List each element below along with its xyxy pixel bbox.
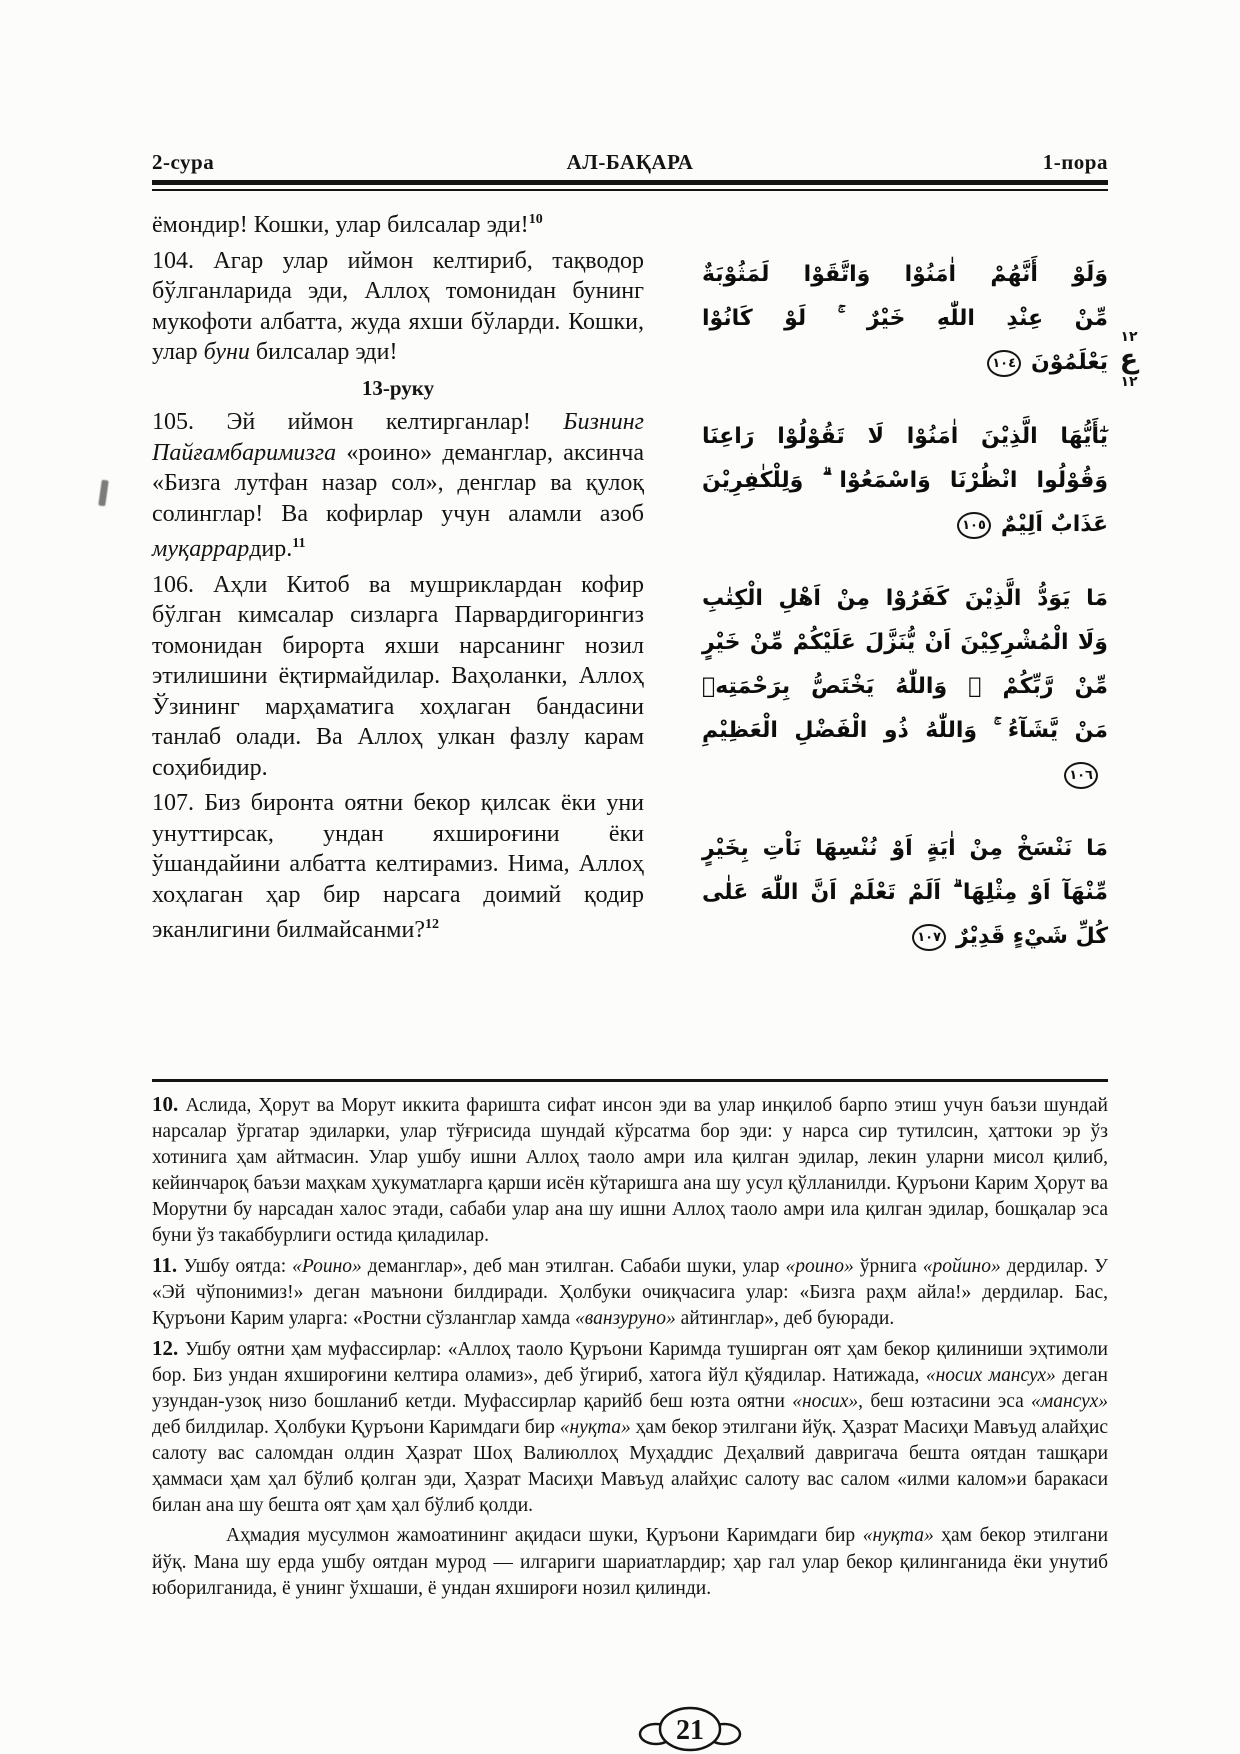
ayah-number-badge: ١٠٧ [912, 924, 946, 951]
text-run: деб билдилар. Ҳолбуки Қуръони Каримдаги бир [152, 1417, 560, 1438]
text-run: 105. Эй иймон келтирганлар! [152, 409, 564, 435]
verse-106-translation [152, 570, 644, 784]
ruku-heading [152, 373, 644, 404]
verse-104-translation [152, 246, 644, 368]
header-sura-title: АЛ-БАҚАРА [566, 150, 694, 174]
italic-run: Бизнинг Пайғамбаримизга [152, 409, 644, 466]
text-run: айтинглар», деб буюради. [675, 1308, 895, 1329]
page-number-cloud-icon [638, 1703, 742, 1753]
italic-run: «роино» [785, 1256, 854, 1277]
text-run: Ушбу оятни ҳам муфассирлар: «Аллоҳ таоло Қуръони Каримда туширган оят ҳам бекор қилиниши эҳтимоли бор. Биз ундан яхшироғини келтира оламиз», деб ўгириб, хатога йўл қўядилар. Натижада, [152, 1339, 1108, 1386]
ruku-margin-marker [1112, 330, 1146, 390]
italic-run: «носих» [792, 1391, 859, 1412]
arabic-line: مِّنْ رَّبِّكُمْ ۗ وَاللّٰهُ يَخْتَصُّ بِرَحْمَتِهٖ [702, 674, 1108, 699]
running-head [152, 150, 1108, 175]
body-columns [152, 205, 1108, 1071]
verse-107-translation [152, 788, 644, 946]
text-run: деманглар», деб ман этилган. Сабаби шуки, улар [361, 1256, 786, 1277]
text-run: ўрнига [853, 1256, 923, 1277]
text-run: ҳам бекор этилгани йўқ. Ҳазрат Масиҳи Мавъуд алайҳис салоту вас саломдан олдин Ҳазрат Шоҳ Валиюллоҳ Муҳаддис Деҳалвий давригача бешта оятдан ташқари ҳаммаси ҳам ҳал бўлиб қолган эди, Ҳазрат Масиҳи Мавъуд алайҳис салоту вас салом «илми калом»и баракаси билан ана шу бешта оят ҳам ҳал бўлиб қолди. [152, 1417, 1108, 1516]
italic-run: муқаррар [152, 536, 250, 562]
italic-run: «ройино» [922, 1256, 1001, 1277]
arabic-line: وَقُوْلُوا انْظُرْنَا وَاسْمَعُوْا ۗ وَلِلْكٰفِرِيْنَ [702, 468, 1108, 493]
italic-run: «носих мансух» [925, 1365, 1056, 1386]
bold-run: 11. [152, 1253, 184, 1277]
arabic-line: مَا نَنْسَخْ مِنْ اٰيَةٍ اَوْ نُنْسِهَا نَاْتِ بِخَيْرٍ [702, 836, 1108, 861]
page-number-ornament [638, 1703, 742, 1754]
arabic-line: مِّنْ عِنْدِ اللّٰهِ خَيْرٌ ۚ لَوْ كَانُوْا [702, 306, 1108, 331]
arabic-line: مَنْ يَّشَآءُ ۚ وَاللّٰهُ ذُو الْفَضْلِ الْعَظِيْمِ١٠٦ [702, 709, 1108, 797]
text-run: деган узундан-узоқ низо бошланиб кетди. Муфассирлар қарийб беш юзта оятни [152, 1365, 1108, 1412]
arabic-line: يٰٓأَيُّهَا الَّذِيْنَ اٰمَنُوْا لَا تَقُوْلُوْا رَاعِنَا [702, 424, 1108, 449]
italic-run: «нуқта» [559, 1417, 631, 1438]
arabic-line: مَا يَوَدُّ الَّذِيْنَ كَفَرُوْا مِنْ اَهْلِ الْكِتٰبِ [702, 586, 1108, 611]
italic-run: «мансух» [1031, 1391, 1108, 1412]
text-run: 107. Биз биронта оятни бекор қилсак ёки уни унуттирсак, ундан яхшироғини ёки ўшандайини албатта келтирамиз. Нима, Аллоҳ хоҳлаган ҳар бир нарсага доимий қодир эканлигини билмайсанми? [152, 790, 644, 943]
text-run: ҳам бекор этилгани йўқ. Мана шу ерда ушбу оятдан мурод — илгариги шариатлардир; ҳар гал улар бекор қилинганида ёки унутиб юборилганида, ё унинг ўхшаши, ё ундан яхшироғи нозил қилинди. [152, 1525, 1109, 1599]
italic-run: «нуқта» [862, 1525, 934, 1546]
ayah-number-badge: ١٠٤ [987, 350, 1021, 377]
arabic-verse-105 [702, 415, 1108, 547]
closing-paragraph [152, 1523, 1108, 1603]
text-run: Аслида, Ҳорут ва Морут иккита фаришта сифат инсон эди ва улар инқилоб барпо этиш учун баъзи шундай нарсалар ўргатар эдиларки, улар тўғрисида шундай кўрсатма бор эди: у нарса сир тутилсин, ҳаттоки эр ўз хотинига ҳам айтмасин. Улар ушбу ишни Аллоҳ таоло амри ила қилган эдилар, лекин уларни мисол қилиб, кейинчароқ баъзи маҳкам ҳукуматларга қарши исён кўтаришга ана шу усул қўлланилди. Қуръони Карим Ҳорут ва Морутни бу нарсадан халос этади, сабаби улар ана шу ишни Аллоҳ таоло амри ила қилган эдилар, бошқалар эса буни ўз такаббурлиги остида қиладилар. [152, 1095, 1108, 1246]
text-run: дердилар. У «Эй чўпонимиз!» деган маънони билдиради. Ҳолбуки очиқчасига улар: «Бизга раҳм айла!» дердилар. Бас, Қуръони Карим уларга: «Ростни сўзланглар хамда [152, 1256, 1108, 1329]
ayah-number-badge: ١٠٥ [957, 512, 991, 539]
ruku-marker-bottom-number: ١٢ [1120, 374, 1138, 390]
footnote-12 [152, 1335, 1108, 1519]
arabic-line: يَعْلَمُوْنَ١٠٤ [702, 341, 1108, 385]
footnote-ref: 11 [292, 536, 306, 551]
ayah-number-badge: ١٠٦ [1064, 762, 1098, 789]
text-run: 13-руку [361, 375, 435, 400]
ruku-marker-top-number: ١٢ [1120, 329, 1138, 345]
header-sura-number: 2-сура [152, 150, 215, 174]
footnote-ref: 12 [424, 917, 439, 932]
text-run: билсалар эди! [249, 339, 398, 365]
page-number: 21 [676, 1715, 704, 1746]
translation-column [152, 205, 644, 1071]
scan-artifact [98, 480, 109, 507]
verse-103-continuation [152, 205, 644, 241]
ruku-ain-symbol: ع [1119, 344, 1139, 375]
footnotes-section [152, 1091, 1108, 1519]
footnote-ref: 10 [528, 212, 543, 227]
text-run: ёмондир! Кошки, улар билсалар эди! [152, 212, 529, 238]
arabic-line: مِّنْهَآ اَوْ مِثْلِهَا ۗ اَلَمْ تَعْلَمْ اَنَّ اللّٰهَ عَلٰى [702, 880, 1108, 905]
text-run: «роино» деманглар, аксинча «Бизга лутфан назар сол», денглар ва қулоқ солинглар! Ва кофирлар учун аламли азоб [152, 439, 644, 527]
bold-run: 12. [152, 1336, 185, 1360]
bold-run: 10. [152, 1092, 186, 1116]
arabic-line: كُلِّ شَيْءٍ قَدِيْرٌ١٠٧ [702, 915, 1108, 959]
italic-run: «Роино» [292, 1256, 362, 1277]
text-run: Аҳмадия мусулмон жамоатининг ақидаси шуки, Қуръони Каримдаги бир [226, 1525, 863, 1546]
arabic-column [702, 205, 1108, 1071]
text-run: , беш юзтасини эса [858, 1391, 1032, 1412]
footnote-11 [152, 1252, 1108, 1332]
text-run: 106. Аҳли Китоб ва мушриклардан кофир бўлган кимсалар сизларга Парвардигорингиз томонидан бирорта яхши нарсанинг нозил этилишини ёқтирмайдилар. Ваҳоланки, Аллоҳ Ўзининг марҳаматига хоҳлаган бандасини танлаб олади. Ва Аллоҳ улкан фазлу карам соҳибидир. [152, 571, 644, 781]
header-para-number: 1-пора [1042, 150, 1108, 174]
header-rule [152, 180, 1108, 191]
arabic-line: عَذَابٌ اَلِيْمٌ١٠٥ [702, 503, 1108, 547]
text-run: 104. Агар улар иймон келтириб, тақводор бўлганларида эди, Аллоҳ томонидан бунинг мукофоти албатта, жуда яхши бўларди. Кошки, улар [152, 247, 644, 365]
arabic-verse-104 [702, 253, 1108, 385]
arabic-line: وَلَا الْمُشْرِكِيْنَ اَنْ يُّنَزَّلَ عَلَيْكُمْ مِّنْ خَيْرٍ [702, 630, 1108, 655]
verse-105-translation [152, 407, 644, 565]
text-run: дир. [249, 536, 293, 562]
text-run: Ушбу оятда: [183, 1256, 293, 1277]
arabic-verse-107 [702, 827, 1108, 959]
italic-run: «ванзуруно» [575, 1308, 676, 1329]
footnote-10 [152, 1091, 1108, 1249]
page-content [152, 150, 1108, 1603]
italic-run: буни [203, 339, 250, 365]
footnote-separator [152, 1079, 1108, 1082]
arabic-verse-106 [702, 577, 1108, 797]
closing-section [152, 1523, 1108, 1603]
arabic-line: وَلَوْ أَنَّهُمْ اٰمَنُوْا وَاتَّقَوْا لَمَثُوْبَةٌ [702, 262, 1108, 287]
